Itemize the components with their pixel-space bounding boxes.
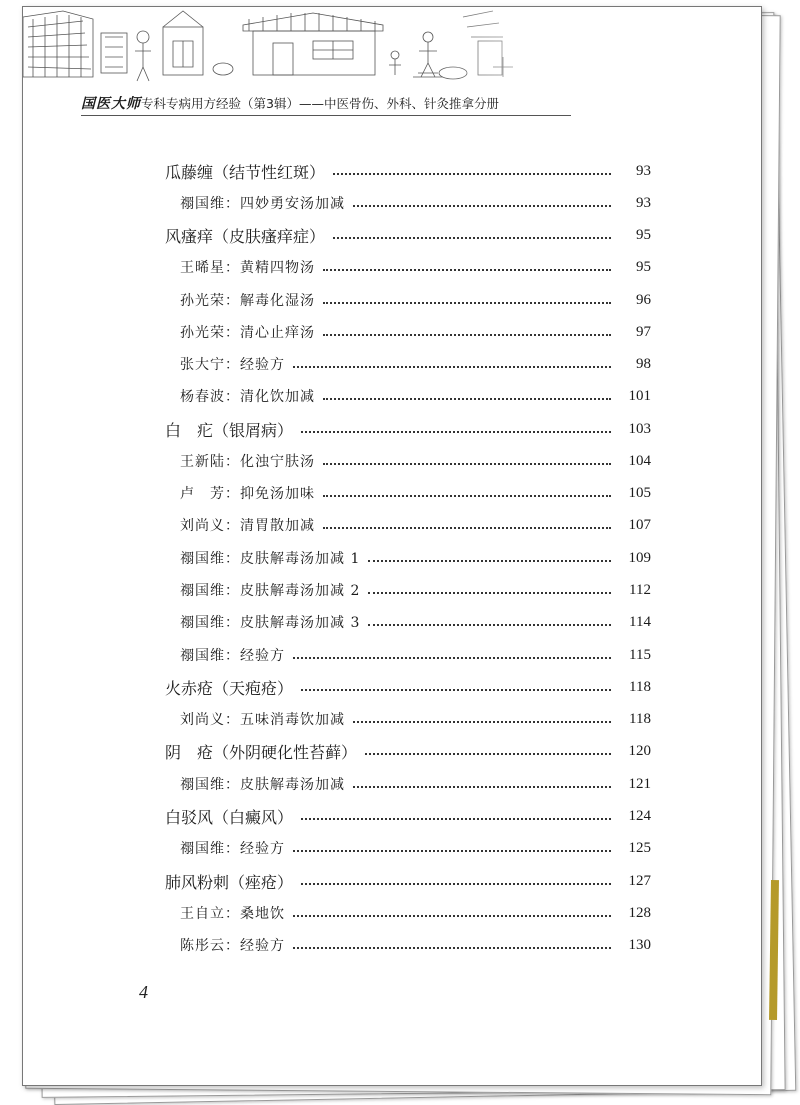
- toc-row-entry[interactable]: [180, 255, 651, 279]
- toc-title: 禤国维：皮肤解毒汤加减 3: [180, 615, 361, 631]
- toc-title: 王自立：桑地饮: [180, 906, 285, 922]
- toc-page-number: 107: [628, 516, 651, 533]
- toc-title: 卢 芳：抑免汤加味: [180, 486, 315, 502]
- toc-title: 孙光荣：解毒化湿汤: [180, 293, 315, 309]
- toc-page-number: 125: [628, 839, 651, 856]
- toc-page-number: 101: [628, 387, 651, 404]
- toc-page-number: 118: [629, 678, 651, 695]
- toc-row-entry[interactable]: [180, 352, 651, 376]
- toc-row-entry[interactable]: [180, 320, 651, 344]
- toc-row-entry[interactable]: [180, 933, 651, 957]
- dot-leader: [301, 816, 611, 820]
- dot-leader: [301, 687, 611, 691]
- toc-page-number: 93: [636, 162, 651, 179]
- dot-leader: [323, 461, 611, 465]
- toc-row-entry[interactable]: [180, 578, 651, 602]
- dot-leader: [353, 203, 611, 207]
- toc-title: 瓜藤缠（结节性红斑）: [165, 162, 326, 182]
- dot-leader: [301, 881, 611, 885]
- toc-page-number: 112: [629, 581, 651, 598]
- toc-title: 刘尚义：清胃散加减: [180, 518, 315, 534]
- toc-row-entry[interactable]: [180, 546, 651, 570]
- toc-row-entry[interactable]: [180, 836, 651, 860]
- toc-page-number: 124: [628, 807, 651, 824]
- dot-leader: [368, 558, 611, 562]
- dot-leader: [365, 751, 611, 755]
- toc-page-number: 128: [628, 904, 651, 921]
- toc-row-disease[interactable]: [165, 869, 651, 893]
- toc-row-entry[interactable]: [180, 481, 651, 505]
- toc-page-number: 118: [629, 710, 651, 727]
- toc-title: 禤国维：皮肤解毒汤加减 1: [180, 551, 361, 567]
- toc-row-disease[interactable]: [165, 417, 651, 441]
- toc-title: 火赤疮（天疱疮）: [165, 678, 294, 698]
- dot-leader: [323, 525, 611, 529]
- toc-row-entry[interactable]: [180, 772, 651, 796]
- dot-leader: [353, 719, 611, 723]
- toc-title: 肺风粉刺（痤疮）: [165, 872, 294, 892]
- toc-page-number: 96: [636, 291, 651, 308]
- toc-row-entry[interactable]: [180, 707, 651, 731]
- toc-title: 禤国维：四妙勇安汤加减: [180, 196, 345, 212]
- toc-title: 杨春波：清化饮加减: [180, 389, 315, 405]
- dot-leader: [301, 429, 611, 433]
- dot-leader: [333, 171, 611, 175]
- toc-title: 王晞星：黄精四物汤: [180, 260, 315, 276]
- dot-leader: [293, 945, 611, 949]
- dot-leader: [368, 590, 611, 594]
- dot-leader: [293, 655, 611, 659]
- toc-row-disease[interactable]: [165, 739, 651, 763]
- table-of-contents: [23, 7, 761, 1085]
- toc-row-disease[interactable]: [165, 804, 651, 828]
- toc-row-entry[interactable]: [180, 901, 651, 925]
- book-title: 专科专病用方经验（第3辑）——中医骨伤、外科、针灸推拿分册: [141, 96, 499, 111]
- dot-leader: [293, 913, 611, 917]
- toc-title: 风瘙痒（皮肤瘙痒症）: [165, 226, 326, 246]
- toc-title: 孙光荣：清心止痒汤: [180, 325, 315, 341]
- toc-title: 禤国维：经验方: [180, 841, 285, 857]
- toc-row-entry[interactable]: [180, 191, 651, 215]
- dot-leader: [323, 267, 611, 271]
- dot-leader: [333, 235, 611, 239]
- toc-title: 禤国维：经验方: [180, 648, 285, 664]
- toc-page-number: 121: [628, 775, 651, 792]
- dot-leader: [293, 364, 611, 368]
- toc-row-disease[interactable]: [165, 223, 651, 247]
- toc-page-number: 120: [628, 742, 651, 759]
- toc-title: 白驳风（白癜风）: [165, 807, 294, 827]
- toc-title: 禤国维：皮肤解毒汤加减: [180, 777, 345, 793]
- dot-leader: [293, 848, 611, 852]
- toc-row-entry[interactable]: [180, 288, 651, 312]
- toc-page-number: 97: [636, 323, 651, 340]
- toc-title: 白 疕（银屑病）: [165, 420, 294, 440]
- toc-page-number: 104: [628, 452, 651, 469]
- dot-leader: [323, 493, 611, 497]
- toc-page-number: 103: [628, 420, 651, 437]
- toc-page-number: 98: [636, 355, 651, 372]
- toc-row-entry[interactable]: [180, 449, 651, 473]
- toc-page-number: 95: [636, 226, 651, 243]
- toc-page-number: 109: [628, 549, 651, 566]
- series-brand: 国医大师: [81, 96, 141, 112]
- toc-row-disease[interactable]: [165, 159, 651, 183]
- toc-page-number: 93: [636, 194, 651, 211]
- toc-title: 张大宁：经验方: [180, 357, 285, 373]
- toc-page-number: 95: [636, 258, 651, 275]
- dot-leader: [323, 300, 611, 304]
- dot-leader: [323, 332, 611, 336]
- toc-row-entry[interactable]: [180, 643, 651, 667]
- toc-row-entry[interactable]: [180, 513, 651, 537]
- page-folio-number: 4: [139, 982, 148, 1002]
- toc-page-number: 130: [628, 936, 651, 953]
- toc-page-number: 127: [628, 872, 651, 889]
- toc-row-disease[interactable]: [165, 675, 651, 699]
- toc-page-number: 115: [629, 646, 651, 663]
- book-page: [22, 6, 762, 1086]
- toc-title: 阴 疮（外阴硬化性苔藓）: [165, 742, 358, 762]
- toc-page-number: 114: [629, 613, 651, 630]
- toc-title: 刘尚义：五味消毒饮加减: [180, 712, 345, 728]
- dot-leader: [368, 622, 611, 626]
- toc-title: 禤国维：皮肤解毒汤加减 2: [180, 583, 361, 599]
- dot-leader: [323, 396, 611, 400]
- dot-leader: [353, 784, 611, 788]
- toc-row-entry[interactable]: [180, 384, 651, 408]
- toc-page-number: 105: [628, 484, 651, 501]
- toc-title: 陈彤云：经验方: [180, 938, 285, 954]
- toc-row-entry[interactable]: [180, 610, 651, 634]
- toc-title: 王新陆：化浊宁肤汤: [180, 454, 315, 470]
